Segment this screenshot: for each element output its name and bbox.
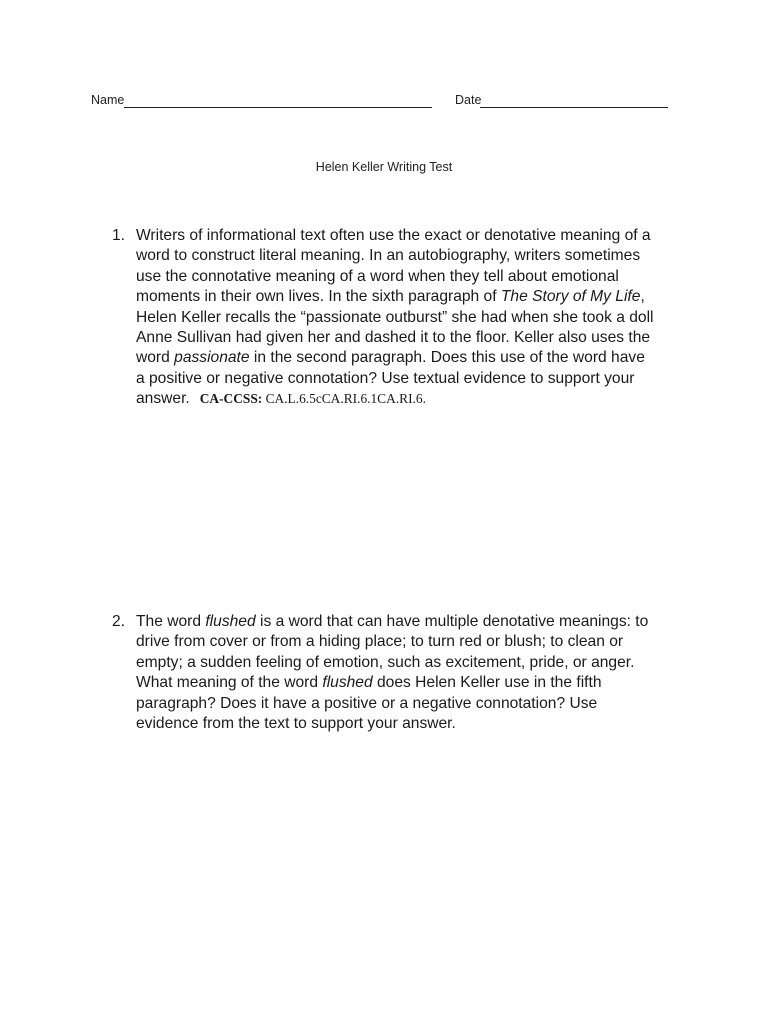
text-line: Helen Keller recalls the “passionate outburst” she had when she took a doll	[136, 308, 654, 326]
text-run: does Helen Keller use in the fifth	[372, 674, 602, 692]
text-line	[136, 673, 682, 693]
text-line: paragraph? Does it have a positive or a negative connotation? Use	[136, 694, 598, 712]
text-line: a positive or negative connotation? Use textual evidence to support your	[136, 369, 635, 387]
text-run: The word	[136, 613, 206, 630]
standards-value: CA.L.6.5cCA.RI.6.1CA.RI.6.	[262, 391, 426, 407]
text-run: word	[136, 349, 175, 367]
text-line: empty; a sudden feeling of emotion, such as excitement, pride, or anger.	[136, 653, 635, 671]
text-line: use the connotative meaning of a word when they tell about emotional	[136, 267, 619, 285]
name-blank-line	[124, 107, 432, 108]
text-line: drive from cover or from a hiding place; to turn red or blush; to clean or	[136, 633, 624, 651]
text-line	[136, 348, 682, 368]
question-number: 1.	[112, 227, 126, 244]
emphasized-word: flushed	[205, 613, 256, 630]
text-line: evidence from the text to support your answer.	[136, 715, 456, 733]
text-line	[136, 287, 682, 307]
text-line: Anne Sullivan had given her and dashed it to the floor. Keller also uses the	[136, 329, 651, 347]
text-run: in the second paragraph. Does this use of the word have	[249, 349, 645, 367]
question-text	[136, 226, 682, 410]
standards-label: CA-CCSS:	[199, 391, 263, 407]
book-title: The Story of My Life	[500, 288, 641, 306]
text-run: moments in their own lives. In the sixth paragraph of	[136, 288, 501, 306]
question-text	[136, 612, 682, 734]
text-run: What meaning of the word	[136, 674, 323, 692]
text-run: is a word that can have multiple denotative meanings: to	[255, 613, 649, 630]
text-run: answer.	[136, 390, 190, 408]
question-number: 2.	[112, 613, 126, 630]
date-blank-line	[480, 107, 668, 108]
name-label: Name	[91, 93, 125, 107]
text-run: ,	[640, 288, 645, 306]
text-line	[136, 389, 682, 409]
text-line: word to construct literal meaning. In an autobiography, writers sometimes	[136, 247, 641, 265]
text-line: Writers of informational text often use the exact or denotative meaning of a	[136, 227, 651, 244]
date-label: Date	[455, 93, 482, 107]
emphasized-word: passionate	[174, 349, 250, 367]
text-line	[136, 612, 682, 632]
standards-reference	[200, 391, 426, 406]
document-title: Helen Keller Writing Test	[315, 160, 453, 174]
emphasized-word: flushed	[322, 674, 373, 692]
